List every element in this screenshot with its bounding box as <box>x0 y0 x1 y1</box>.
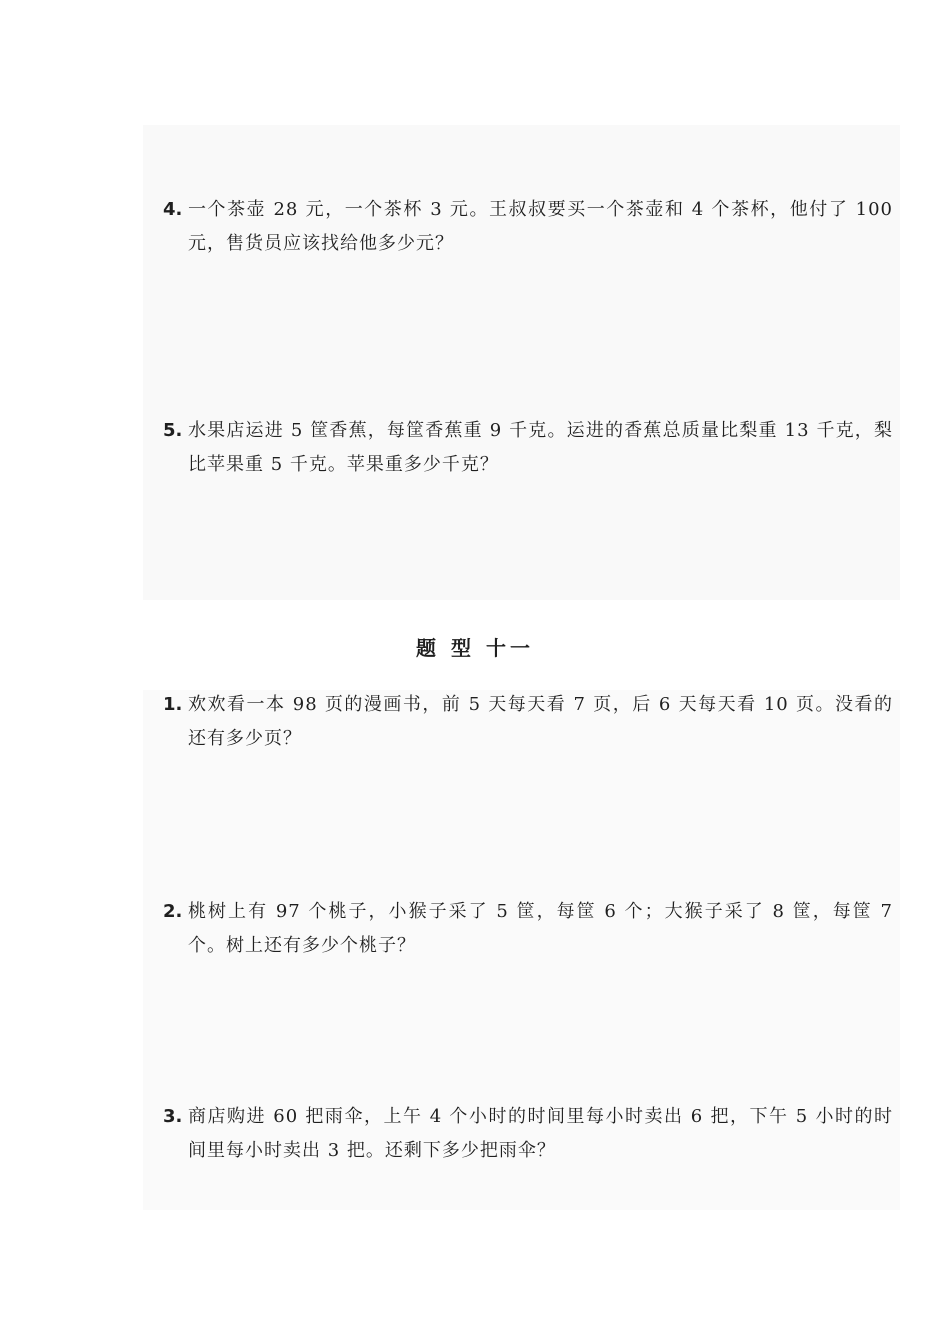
problem-number: 4. <box>163 199 183 220</box>
problem-text: 桃树上有 97 个桃子，小猴子采了 5 筐，每筐 6 个；大猴子采了 8 筐，每筐 7 个。树上还有多少个桃子？ <box>188 901 893 956</box>
problem-3 <box>163 1100 893 1168</box>
problem-1 <box>163 688 893 756</box>
problem-number: 3. <box>163 1106 183 1127</box>
problem-number: 1. <box>163 694 183 715</box>
problem-5 <box>163 414 893 482</box>
problem-text: 水果店运进 5 筐香蕉，每筐香蕉重 9 千克。运进的香蕉总质量比梨重 13 千克，梨比苹果重 5 千克。苹果重多少千克？ <box>188 420 893 475</box>
problem-text: 一个茶壶 28 元，一个茶杯 3 元。王叔叔要买一个茶壶和 4 个茶杯，他付了 100 元，售货员应该找给他多少元？ <box>188 199 893 254</box>
problem-number: 2. <box>163 901 183 922</box>
problem-text: 商店购进 60 把雨伞，上午 4 个小时的时间里每小时卖出 6 把，下午 5 小时的时间里每小时卖出 3 把。还剩下多少把雨伞？ <box>188 1106 893 1161</box>
problem-2 <box>163 895 893 963</box>
section-heading: 题 型 十一 <box>416 636 534 660</box>
problem-text: 欢欢看一本 98 页的漫画书，前 5 天每天看 7 页，后 6 天每天看 10 页。没看的还有多少页？ <box>188 694 893 749</box>
problem-4 <box>163 193 893 261</box>
problem-number: 5. <box>163 420 183 441</box>
